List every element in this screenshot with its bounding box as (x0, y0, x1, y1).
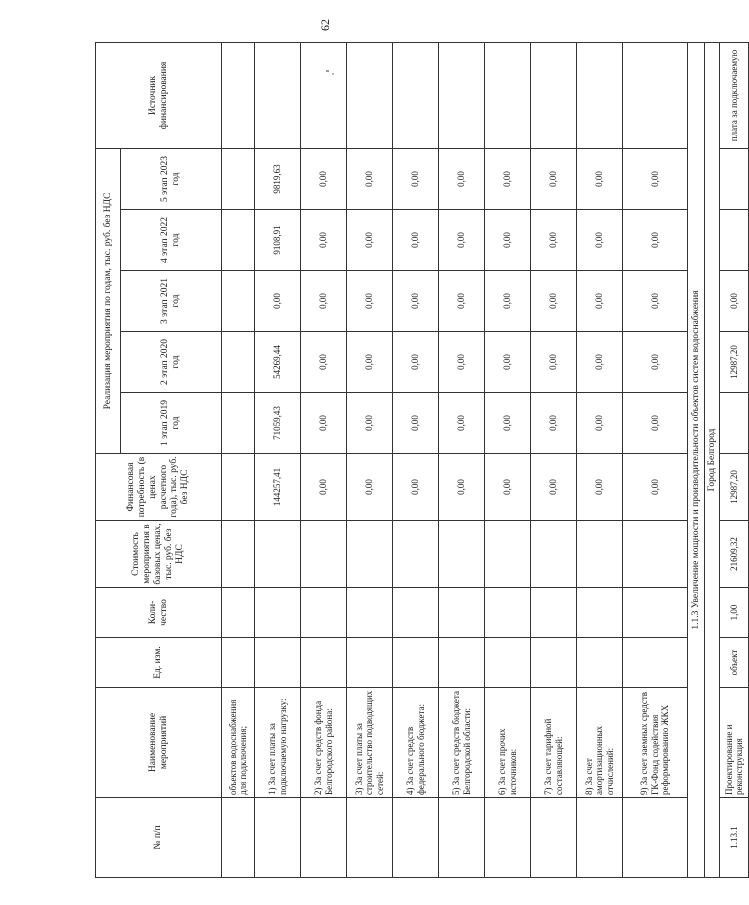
cell-y4: 0,00 (485, 210, 531, 271)
col-header-stage2: 2 этап 2020 год (121, 332, 222, 393)
cell-y1: 0,00 (301, 393, 347, 454)
cell-y3: 0,00 (531, 271, 577, 332)
col-header-stage3: 3 этап 2021 год (121, 271, 222, 332)
section-heading: 1.1.3 Увеличение мощности и производительности объектов систем водоснабжения (688, 42, 705, 877)
cell-unit: объект (720, 638, 749, 688)
cell-y3: 0,00 (255, 271, 301, 332)
col-header-implementation: Реализация мероприятия по годам, тыс. руб. без НДС (96, 148, 121, 453)
cell-need: 0,00 (347, 454, 393, 521)
cell-need: 0,00 (301, 454, 347, 521)
row-name: 5) За счет средств бюджета Белгородской области: (439, 688, 485, 798)
cell-need: 12987,20 (720, 454, 749, 521)
table-row (485, 42, 531, 877)
cell-y3: 0,00 (720, 271, 749, 332)
cell-source: плата за подключаемую (720, 42, 749, 148)
cell-y5: 0,00 (485, 148, 531, 209)
row-name: 6) За счет прочих источников: (485, 688, 531, 798)
cell-y3: 0,00 (623, 271, 688, 332)
page-number: 62 (318, 19, 332, 31)
rotated-table-container (95, 43, 744, 878)
city-heading: Город Белгород (705, 42, 720, 877)
row-name: объектов водоснабжения для подключения; (222, 688, 255, 798)
cell-y2: 0,00 (623, 332, 688, 393)
row-name: 9) За счет заемных средств ГК-Фонд содействия реформированию ЖКХ (623, 688, 688, 798)
cell-y2: 0,00 (439, 332, 485, 393)
cell-need: 0,00 (439, 454, 485, 521)
col-header-unit: Ед. изм. (96, 638, 222, 688)
cell-y2: 0,00 (577, 332, 623, 393)
cell-need: 144257,41 (255, 454, 301, 521)
cell-cost: 21609,32 (720, 521, 749, 588)
table-row (720, 42, 749, 877)
col-header-source: Источник финансирования (96, 42, 222, 148)
cell-y5: 0,00 (301, 148, 347, 209)
cell-y5: 9819,63 (255, 148, 301, 209)
table-row (222, 42, 255, 877)
cell-y1 (720, 393, 749, 454)
cell-y2: 0,00 (531, 332, 577, 393)
cell-y1: 0,00 (577, 393, 623, 454)
row-name: 8) За счет амортизационных отчислений: (577, 688, 623, 798)
cell-y4 (720, 210, 749, 271)
row-name: 1) За счет платы за подключаемую нагрузку: (255, 688, 301, 798)
cell-need: 0,00 (485, 454, 531, 521)
cell-y2: 0,00 (347, 332, 393, 393)
cell-y2: 0,00 (485, 332, 531, 393)
table-row (393, 42, 439, 877)
table-row (301, 42, 347, 877)
cell-y3: 0,00 (393, 271, 439, 332)
row-name: 3) За счет платы за строительство подводящих сетей: (347, 688, 393, 798)
table-row (255, 42, 301, 877)
cell-need: 0,00 (577, 454, 623, 521)
cell-y2: 0,00 (393, 332, 439, 393)
cell-y3: 0,00 (577, 271, 623, 332)
table-row (347, 42, 393, 877)
row-name: 2) За счет средств фонда Белгородского района: (301, 688, 347, 798)
cell-y3: 0,00 (485, 271, 531, 332)
cell-need: 0,00 (393, 454, 439, 521)
col-header-need: Финансовая потребность (в ценах расчетного года), тыс. руб. без НДС (96, 454, 222, 521)
table-row (577, 42, 623, 877)
col-header-no: № п/п (96, 798, 222, 878)
financing-table (95, 42, 749, 878)
table-row (623, 42, 688, 877)
table-row (531, 42, 577, 877)
cell-y5: 0,00 (347, 148, 393, 209)
cell-y4: 0,00 (439, 210, 485, 271)
cell-y1: 0,00 (485, 393, 531, 454)
cell-no: 1.13.1 (720, 798, 749, 878)
cell-y4: 0,00 (393, 210, 439, 271)
cell-y1: 71059,43 (255, 393, 301, 454)
cell-y1: 0,00 (623, 393, 688, 454)
cell-y1: 0,00 (393, 393, 439, 454)
cell-y4: 0,00 (577, 210, 623, 271)
header-row-1 (96, 42, 121, 877)
cell-y1: 0,00 (531, 393, 577, 454)
cell-y3: 0,00 (439, 271, 485, 332)
col-header-stage4: 4 этап 2022 год (121, 210, 222, 271)
cell-y3: 0,00 (347, 271, 393, 332)
cell-y2: 12987,20 (720, 332, 749, 393)
cell-need: 0,00 (623, 454, 688, 521)
row-name: Проектирование и реконструкция (720, 688, 749, 798)
cell-need: 0,00 (531, 454, 577, 521)
cell-y5 (720, 148, 749, 209)
row-name: 4) За счет средств федерального бюджета: (393, 688, 439, 798)
col-header-name: Наименование мероприятий (96, 688, 222, 798)
cell-y2: 0,00 (301, 332, 347, 393)
cell-y3: 0,00 (301, 271, 347, 332)
table-row (439, 42, 485, 877)
cell-y5: 0,00 (439, 148, 485, 209)
cell-y4: 0,00 (531, 210, 577, 271)
col-header-stage5: 5 этап 2023 год (121, 148, 222, 209)
city-heading-row (705, 42, 720, 877)
cell-y4: 0,00 (623, 210, 688, 271)
col-header-stage1: 1 этап 2019 год (121, 393, 222, 454)
row-name: 7) За счет тарифной составляющей: (531, 688, 577, 798)
cell-y2: 54269,44 (255, 332, 301, 393)
cell-y1: 0,00 (347, 393, 393, 454)
cell-y1: 0,00 (439, 393, 485, 454)
section-heading-row (688, 42, 705, 877)
cell-y4: 0,00 (347, 210, 393, 271)
cell-y4: 9108,91 (255, 210, 301, 271)
cell-y4: 0,00 (301, 210, 347, 271)
cell-y5: 0,00 (393, 148, 439, 209)
col-header-cost: Стоимость мероприятия в базовых ценах, тыс. руб. без НДС (96, 521, 222, 588)
cell-y5: 0,00 (577, 148, 623, 209)
cell-y5: 0,00 (623, 148, 688, 209)
cell-y5: 0,00 (531, 148, 577, 209)
cell-qty: 1,00 (720, 588, 749, 638)
col-header-qty: Коли-чество (96, 588, 222, 638)
